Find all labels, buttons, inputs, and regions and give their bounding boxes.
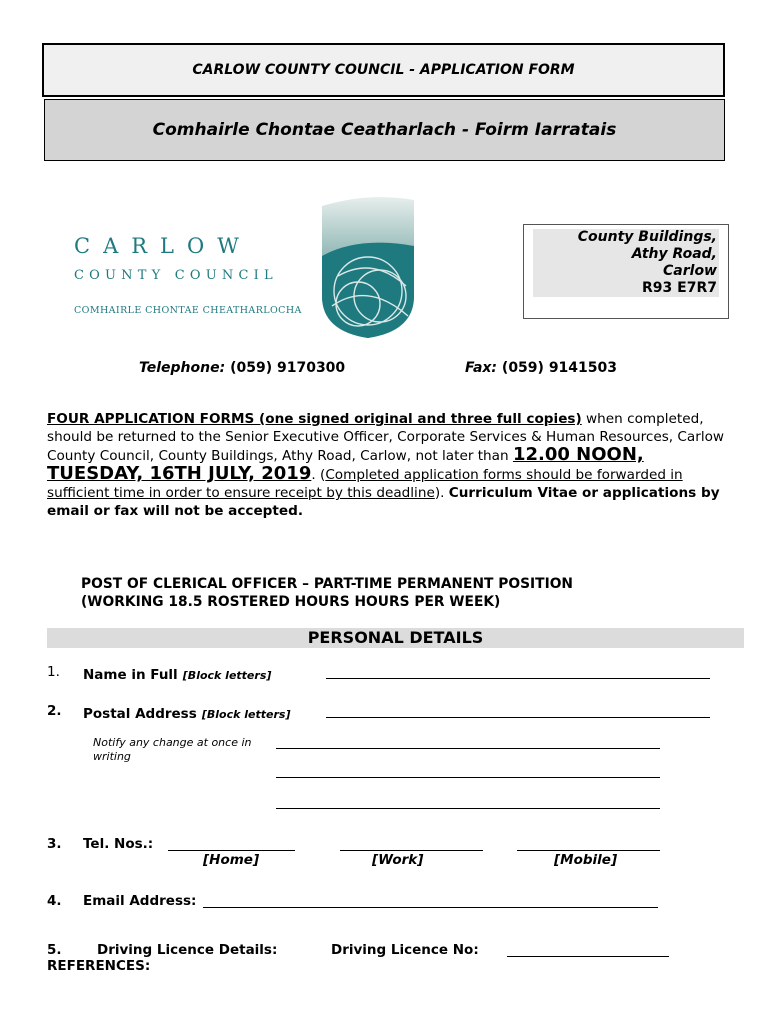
q4-number: 4. — [47, 893, 62, 909]
submission-instructions — [47, 410, 725, 520]
name-field[interactable] — [326, 678, 710, 679]
email-field[interactable] — [203, 907, 658, 908]
licence-no-label: Driving Licence No: — [331, 942, 479, 958]
fax-value: (059) 9141503 — [501, 360, 618, 376]
q2-hint: [Block letters] — [201, 708, 291, 721]
q3-label: Tel. Nos.: — [83, 836, 154, 852]
q2-label — [83, 703, 290, 722]
q1-hint: [Block letters] — [182, 669, 272, 682]
post-title-line-1: POST OF CLERICAL OFFICER – PART-TIME PERMANENT POSITION — [81, 576, 573, 592]
logo-irish-name: COMHAIRLE CHONTAE CHEATHARLOCHA — [74, 305, 302, 316]
instructions-text-3: ). — [434, 485, 449, 501]
references-heading: REFERENCES: — [47, 958, 151, 974]
address-field-line-4[interactable] — [276, 808, 660, 809]
q4-label: Email Address: — [83, 893, 197, 909]
form-title-english-text: CARLOW COUNTY COUNCIL - APPLICATION FORM — [192, 62, 575, 78]
q3-number: 3. — [47, 836, 62, 852]
q5-label: Driving Licence Details: — [97, 942, 278, 958]
fax-label: Fax: — [465, 360, 498, 376]
mobile-label: [Mobile] — [554, 852, 618, 868]
work-label: [Work] — [372, 852, 424, 868]
form-title-irish — [44, 99, 725, 161]
council-crest-logo-icon — [318, 196, 418, 340]
address-line-2: Athy Road, — [631, 246, 717, 262]
q1-label-text: Name in Full — [83, 667, 178, 683]
council-address — [533, 229, 719, 297]
personal-details-heading: PERSONAL DETAILS — [47, 628, 744, 648]
work-phone-field[interactable] — [340, 850, 483, 851]
q2-number: 2. — [47, 703, 62, 719]
instructions-text-2: . ( — [311, 467, 326, 483]
address-field-line-1[interactable] — [326, 717, 710, 718]
home-label: [Home] — [203, 852, 260, 868]
deadline: 12.00 NOON, TUESDAY, 16TH JULY, 2019 — [47, 444, 644, 484]
address-field-line-2[interactable] — [276, 748, 660, 749]
address-eircode: R93 E7R7 — [642, 280, 717, 296]
fax — [465, 360, 617, 376]
logo-county-council: COUNTY COUNCIL — [74, 268, 278, 283]
q1-label — [83, 664, 271, 683]
q5-number: 5. — [47, 942, 62, 958]
instructions-text-1: when completed, should be returned to the Senior Executive Officer, Corporate Services & Human Resources, Carlow County Council, County Buildings, Athy Road, Carlow, not later than — [47, 411, 725, 464]
address-line-3: Carlow — [663, 263, 717, 279]
telephone — [139, 360, 345, 376]
instructions-warning: Curriculum Vitae or applications by email or fax will not be accepted. — [47, 485, 720, 519]
telephone-value: (059) 9170300 — [230, 360, 346, 376]
form-title-english — [42, 43, 725, 97]
mobile-phone-field[interactable] — [517, 850, 660, 851]
post-title — [81, 575, 573, 611]
form-title-irish-text: Comhairle Chontae Ceatharlach - Foirm Iarratais — [152, 120, 617, 140]
logo-carlow: CARLOW — [74, 234, 252, 258]
telephone-label: Telephone: — [139, 360, 226, 376]
q1-number: 1. — [47, 664, 60, 680]
post-title-line-2: (WORKING 18.5 ROSTERED HOURS HOURS PER WEEK) — [81, 594, 501, 610]
home-phone-field[interactable] — [168, 850, 295, 851]
address-line-1: County Buildings, — [577, 229, 717, 245]
instructions-lead: FOUR APPLICATION FORMS (one signed original and three full copies) — [47, 411, 582, 427]
licence-no-field[interactable] — [507, 956, 669, 957]
address-field-line-3[interactable] — [276, 777, 660, 778]
instructions-note: Completed application forms should be forwarded in sufficient time in order to ensure receipt by this deadline — [47, 467, 683, 501]
notify-change-note: Notify any change at once in writing — [93, 736, 252, 763]
q2-label-text: Postal Address — [83, 706, 197, 722]
